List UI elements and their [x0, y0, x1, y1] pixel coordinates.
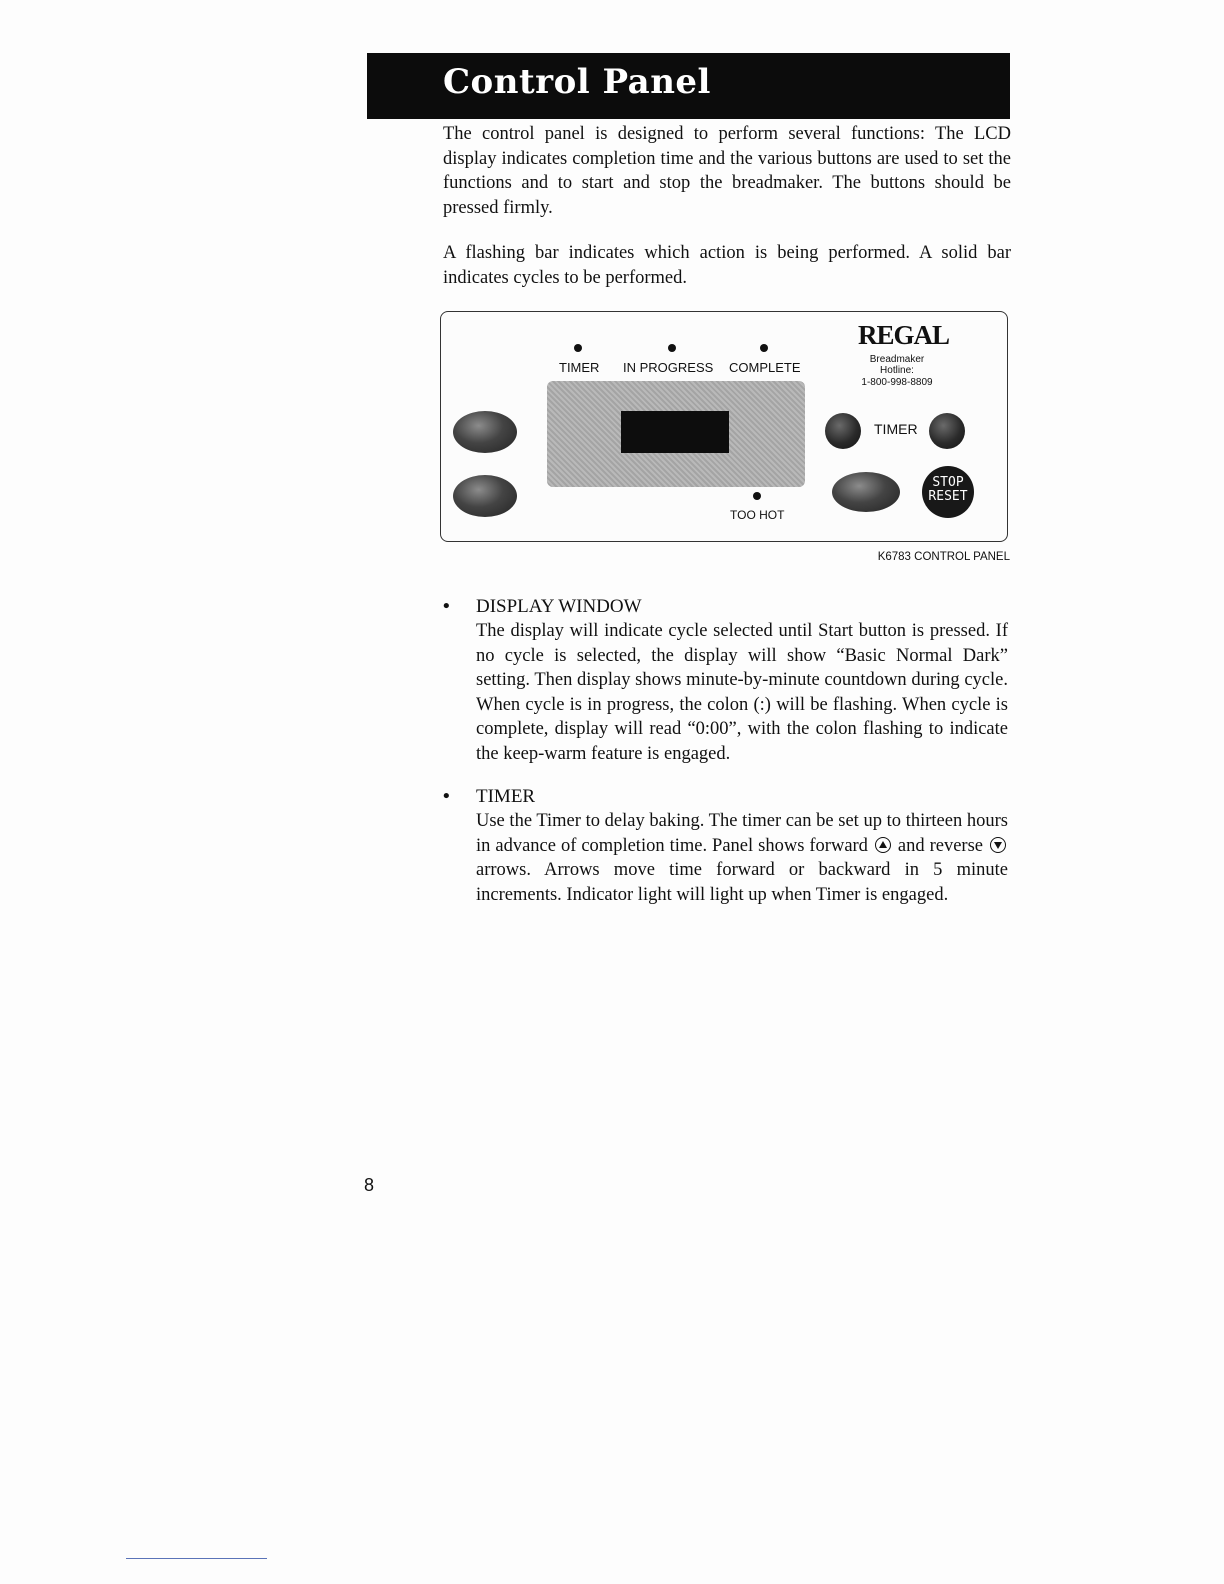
title-bar	[367, 53, 1010, 119]
page-number: 8	[364, 1175, 375, 1195]
indicator-label-in-progress: IN PROGRESS	[623, 360, 714, 375]
figure-caption: K6783 CONTROL PANEL	[877, 551, 1010, 563]
reverse-arrow-icon	[990, 837, 1006, 853]
forward-arrow-icon	[875, 837, 891, 853]
lcd-window	[621, 411, 729, 453]
footer-rule	[126, 1558, 267, 1559]
lcd-display	[547, 381, 805, 487]
control-panel-diagram	[440, 311, 1008, 542]
intro-paragraph-2: A flashing bar indicates which action is being performed. A solid bar indicates cycles to be performed.	[443, 243, 1011, 288]
crust-button[interactable]	[453, 475, 517, 517]
bullet-icon: •	[441, 596, 452, 617]
intro-paragraph-1: The control panel is designed to perform several functions: The LCD display indicates completion time and the various buttons are used to set the functions and to start and stop the breadmaker. The buttons should be pressed firmly.	[443, 124, 1011, 218]
indicator-label-timer: TIMER	[559, 360, 600, 375]
item-body-timer	[476, 809, 1008, 907]
timer-up-button[interactable]	[825, 413, 861, 449]
reset-label: RESET	[928, 489, 968, 504]
too-hot-label: TOO HOT	[730, 508, 785, 522]
brand-logo: REGAL	[858, 320, 950, 350]
bullet-icon: •	[441, 786, 452, 807]
brand-line-1: Breadmaker	[869, 354, 925, 365]
stop-label: STOP	[932, 475, 964, 490]
item-heading-display-window: DISPLAY WINDOW	[476, 596, 642, 617]
timer-text-a: Use the Timer to delay baking. The timer can be set up to thirteen hours in advance of completion time. Panel shows forward	[476, 811, 1008, 856]
hotline-number: 1-800-998-8809	[861, 377, 933, 388]
too-hot-indicator-light	[753, 492, 761, 500]
item-body-display-window: The display will indicate cycle selected until Start button is pressed. If no cycle is selected, the display will show “Basic Normal Dark” setting. Then display shows minute-by-minute countdown during cycle. When cycle is in progress, the colon (:) will be flashing. When cycle is complete, display will read “0:00”, with the colon flashing to indicate the keep-warm feature is engaged.	[476, 621, 1008, 764]
brand-line-2: Hotline:	[880, 365, 914, 376]
page-title: Control Panel	[443, 62, 711, 102]
in-progress-indicator-light	[668, 344, 676, 352]
timer-text-c: arrows. Arrows move time forward or backward in 5 minute increments. Indicator light will light up when Timer is engaged.	[476, 860, 1008, 905]
timer-down-button[interactable]	[929, 413, 965, 449]
timer-indicator-light	[574, 344, 582, 352]
select-button[interactable]	[453, 411, 517, 453]
item-heading-timer: TIMER	[476, 786, 536, 807]
timer-buttons-label: TIMER	[874, 421, 918, 437]
indicator-label-complete: COMPLETE	[729, 360, 801, 375]
timer-text-b: and reverse	[897, 835, 984, 856]
stop-reset-button[interactable]	[922, 466, 974, 518]
start-button[interactable]	[832, 472, 900, 512]
complete-indicator-light	[760, 344, 768, 352]
